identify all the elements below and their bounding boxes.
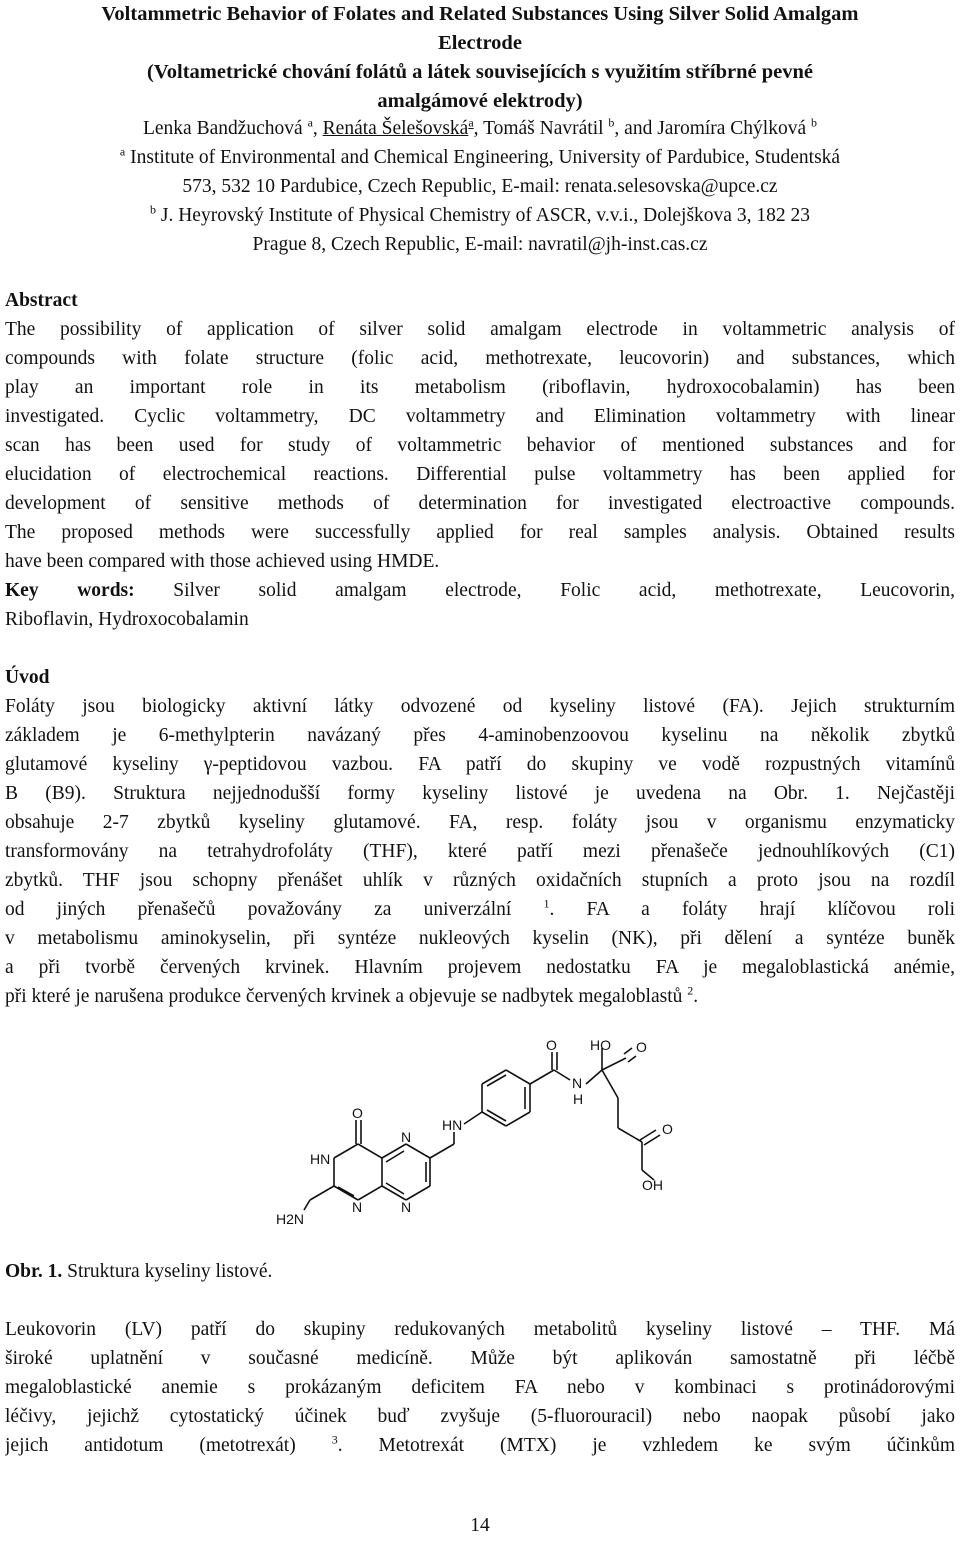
atom-label: N <box>572 1075 583 1091</box>
text-line: The possibility of application of silver solid amalgam electrode in voltammetric analysis of <box>5 319 955 340</box>
intro-heading: Úvod <box>5 667 50 688</box>
atom-label: HO <box>590 1040 611 1053</box>
text-line: léčivy, jejichž cytostatický účinek buď zvyšuje (5-fluorouracil) nebo naopak působí jako <box>5 1406 955 1427</box>
text-span: při které je narušena produkce červených krvinek a objevuje se nadbytek megaloblastů <box>5 986 683 1007</box>
paper-title <box>0 0 960 116</box>
intro-body <box>5 692 955 1011</box>
text-line: Leukovorin (LV) patří do skupiny redukovaných metabolitů kyseliny listové – THF. Má <box>5 1319 955 1340</box>
affiliation-b-cont: Prague 8, Czech Republic, E-mail: navratil@jh-inst.cas.cz <box>252 234 708 255</box>
keywords-line: Riboflavin, Hydroxocobalamin <box>5 609 249 630</box>
keywords-label: Key words: <box>5 580 135 601</box>
text-line: megaloblastické anemie s prokázaným deficitem FA nebo v kombinaci s protinádorovými <box>5 1377 955 1398</box>
text-line: základem je 6-methylpterin navázaný přes 4-aminobenzoovou kyselinu na několik zbytků <box>5 725 955 746</box>
affiliation-mark: b <box>150 202 157 217</box>
text-line: scan has been used for study of voltammetric behavior of mentioned substances and for <box>5 435 955 456</box>
atom-label: H <box>573 1091 584 1107</box>
atom-label: OH <box>642 1177 663 1193</box>
atom-label: O <box>352 1105 363 1121</box>
affiliation-mark: a <box>468 115 474 130</box>
atom-label: O <box>662 1121 673 1137</box>
keywords-text: Silver solid amalgam electrode, Folic acid, methotrexate, Leucovorin, <box>173 580 955 601</box>
atom-label: N <box>352 1199 363 1215</box>
title-line: (Voltametrické chování folátů a látek souvisejících s využitím stříbrné pevné <box>147 61 813 83</box>
text-line: obsahuje 2-7 zbytků kyseliny glutamové. FA, resp. foláty jsou v organismu enzymaticky <box>5 812 955 833</box>
text-span: jejich antidotum (metotrexát) <box>5 1435 296 1456</box>
text-line: The proposed methods were successfully applied for real samples analysis. Obtained results <box>5 522 955 543</box>
abstract-body <box>5 315 955 634</box>
text-span: od jiných přenašečů považovány za univerzální <box>5 899 512 920</box>
text-line: široké uplatnění v současné medicíně. Může být aplikován samostatně při léčbě <box>5 1348 955 1369</box>
affiliation-text: J. Heyrovský Institute of Physical Chemistry of ASCR, v.v.i., Dolejškova 3, 182 23 <box>160 205 810 226</box>
atom-label: O <box>546 1040 557 1053</box>
text-line: have been compared with those achieved using HMDE. <box>5 551 440 572</box>
caption-label: Obr. 1. <box>5 1261 63 1282</box>
text-line: Foláty jsou biologicky aktivní látky odvozené od kyseliny listové (FA). Jejich strukturním <box>5 696 955 717</box>
atom-label: HN <box>310 1151 331 1167</box>
citation-mark: 2 <box>687 983 694 998</box>
text-line: play an important role in its metabolism (riboflavin, hydroxocobalamin) has been <box>5 377 955 398</box>
affiliation-mark: b <box>608 115 615 130</box>
atom-label: O <box>636 1040 647 1055</box>
text-line <box>5 1431 955 1460</box>
abstract-heading: Abstract <box>5 290 78 311</box>
text-span: . Metotrexát (MTX) je vzhledem ke svým účinkům <box>337 1435 955 1456</box>
text-span: . <box>693 986 699 1007</box>
title-line: Voltammetric Behavior of Folates and Related Substances Using Silver Solid Amalgam <box>101 3 859 25</box>
atom-label: N <box>401 1199 412 1215</box>
author-name: Tomáš Navrátil <box>483 118 604 139</box>
title-line: amalgámové elektrody) <box>377 90 583 112</box>
author-name: Jaromíra Chýlková <box>657 118 807 139</box>
author-name-corresponding: Renáta Šelešovská <box>322 118 469 139</box>
structure-atoms <box>276 1040 673 1227</box>
folic-acid-structure <box>270 1040 700 1260</box>
text-line: compounds with folate structure (folic acid, methotrexate, leucovorin) and substances, which <box>5 348 955 369</box>
figure-caption <box>5 1257 272 1286</box>
affiliation-mark: a <box>307 115 313 130</box>
author-list: Lenka Bandžuchová $^a$, Renáta Šelešovská$^a$, Tomáš Navrátil $^b$, and Jaromíra Chýlková $^b$ <box>142 115 818 139</box>
atom-label: HN <box>442 1117 463 1133</box>
page-number: 14 <box>470 1515 490 1536</box>
text-span: . FA a foláty hrají klíčovou roli <box>549 899 955 920</box>
affiliation-text: Institute of Environmental and Chemical Engineering, University of Pardubice, Studentská <box>130 147 841 168</box>
affiliation-mark: b <box>811 115 818 130</box>
affiliation-a <box>0 143 960 172</box>
citation-mark: 1 <box>543 896 550 911</box>
text-line: elucidation of electrochemical reactions. Differential pulse voltammetry has been applied for <box>5 464 955 485</box>
caption-text: Struktura kyseliny listové. <box>67 1261 273 1282</box>
leukovorin-paragraph <box>5 1315 955 1460</box>
citation-mark: 3 <box>331 1432 338 1447</box>
text-line: investigated. Cyclic voltammetry, DC voltammetry and Elimination voltammetry with linear <box>5 406 955 427</box>
text-line <box>5 982 955 1011</box>
structure-bonds <box>304 1048 660 1210</box>
text-line: transformovány na tetrahydrofoláty (THF), které patří mezi přenašeče jednouhlíkových (C1) <box>5 841 955 862</box>
affiliation-a-cont: 573, 532 10 Pardubice, Czech Republic, E-mail: renata.selesovska@upce.cz <box>182 176 778 197</box>
text-line: B (B9). Struktura nejjednodušší formy kyseliny listové je uvedena na Obr. 1. Nejčastěji <box>5 783 955 804</box>
text-line: v metabolismu aminokyselin, při syntéze nukleových kyselin (NK), při dělení a syntéze buněk <box>5 928 955 949</box>
text-line: development of sensitive methods of determination for investigated electroactive compounds. <box>5 493 955 514</box>
text-line: a při tvorbě červených krvinek. Hlavním projevem nedostatku FA je megaloblastická anémie, <box>5 957 955 978</box>
atom-label: N <box>401 1129 412 1145</box>
text-line <box>5 895 955 924</box>
affiliation-mark: a <box>119 144 126 159</box>
author-block <box>0 114 960 259</box>
title-line: Electrode <box>438 32 522 54</box>
affiliation-b <box>0 201 960 230</box>
text-line: zbytků. THF jsou schopny přenášet uhlík v různých oxidačních stupních a proto jsou na rozdíl <box>5 870 955 891</box>
text-line: glutamové kyseliny γ-peptidovou vazbou. FA patří do skupiny ve vodě rozpustných vitamínů <box>5 754 955 775</box>
atom-label: H2N <box>276 1211 305 1227</box>
author-name: Lenka Bandžuchová <box>142 118 303 139</box>
keywords-line <box>5 576 955 605</box>
